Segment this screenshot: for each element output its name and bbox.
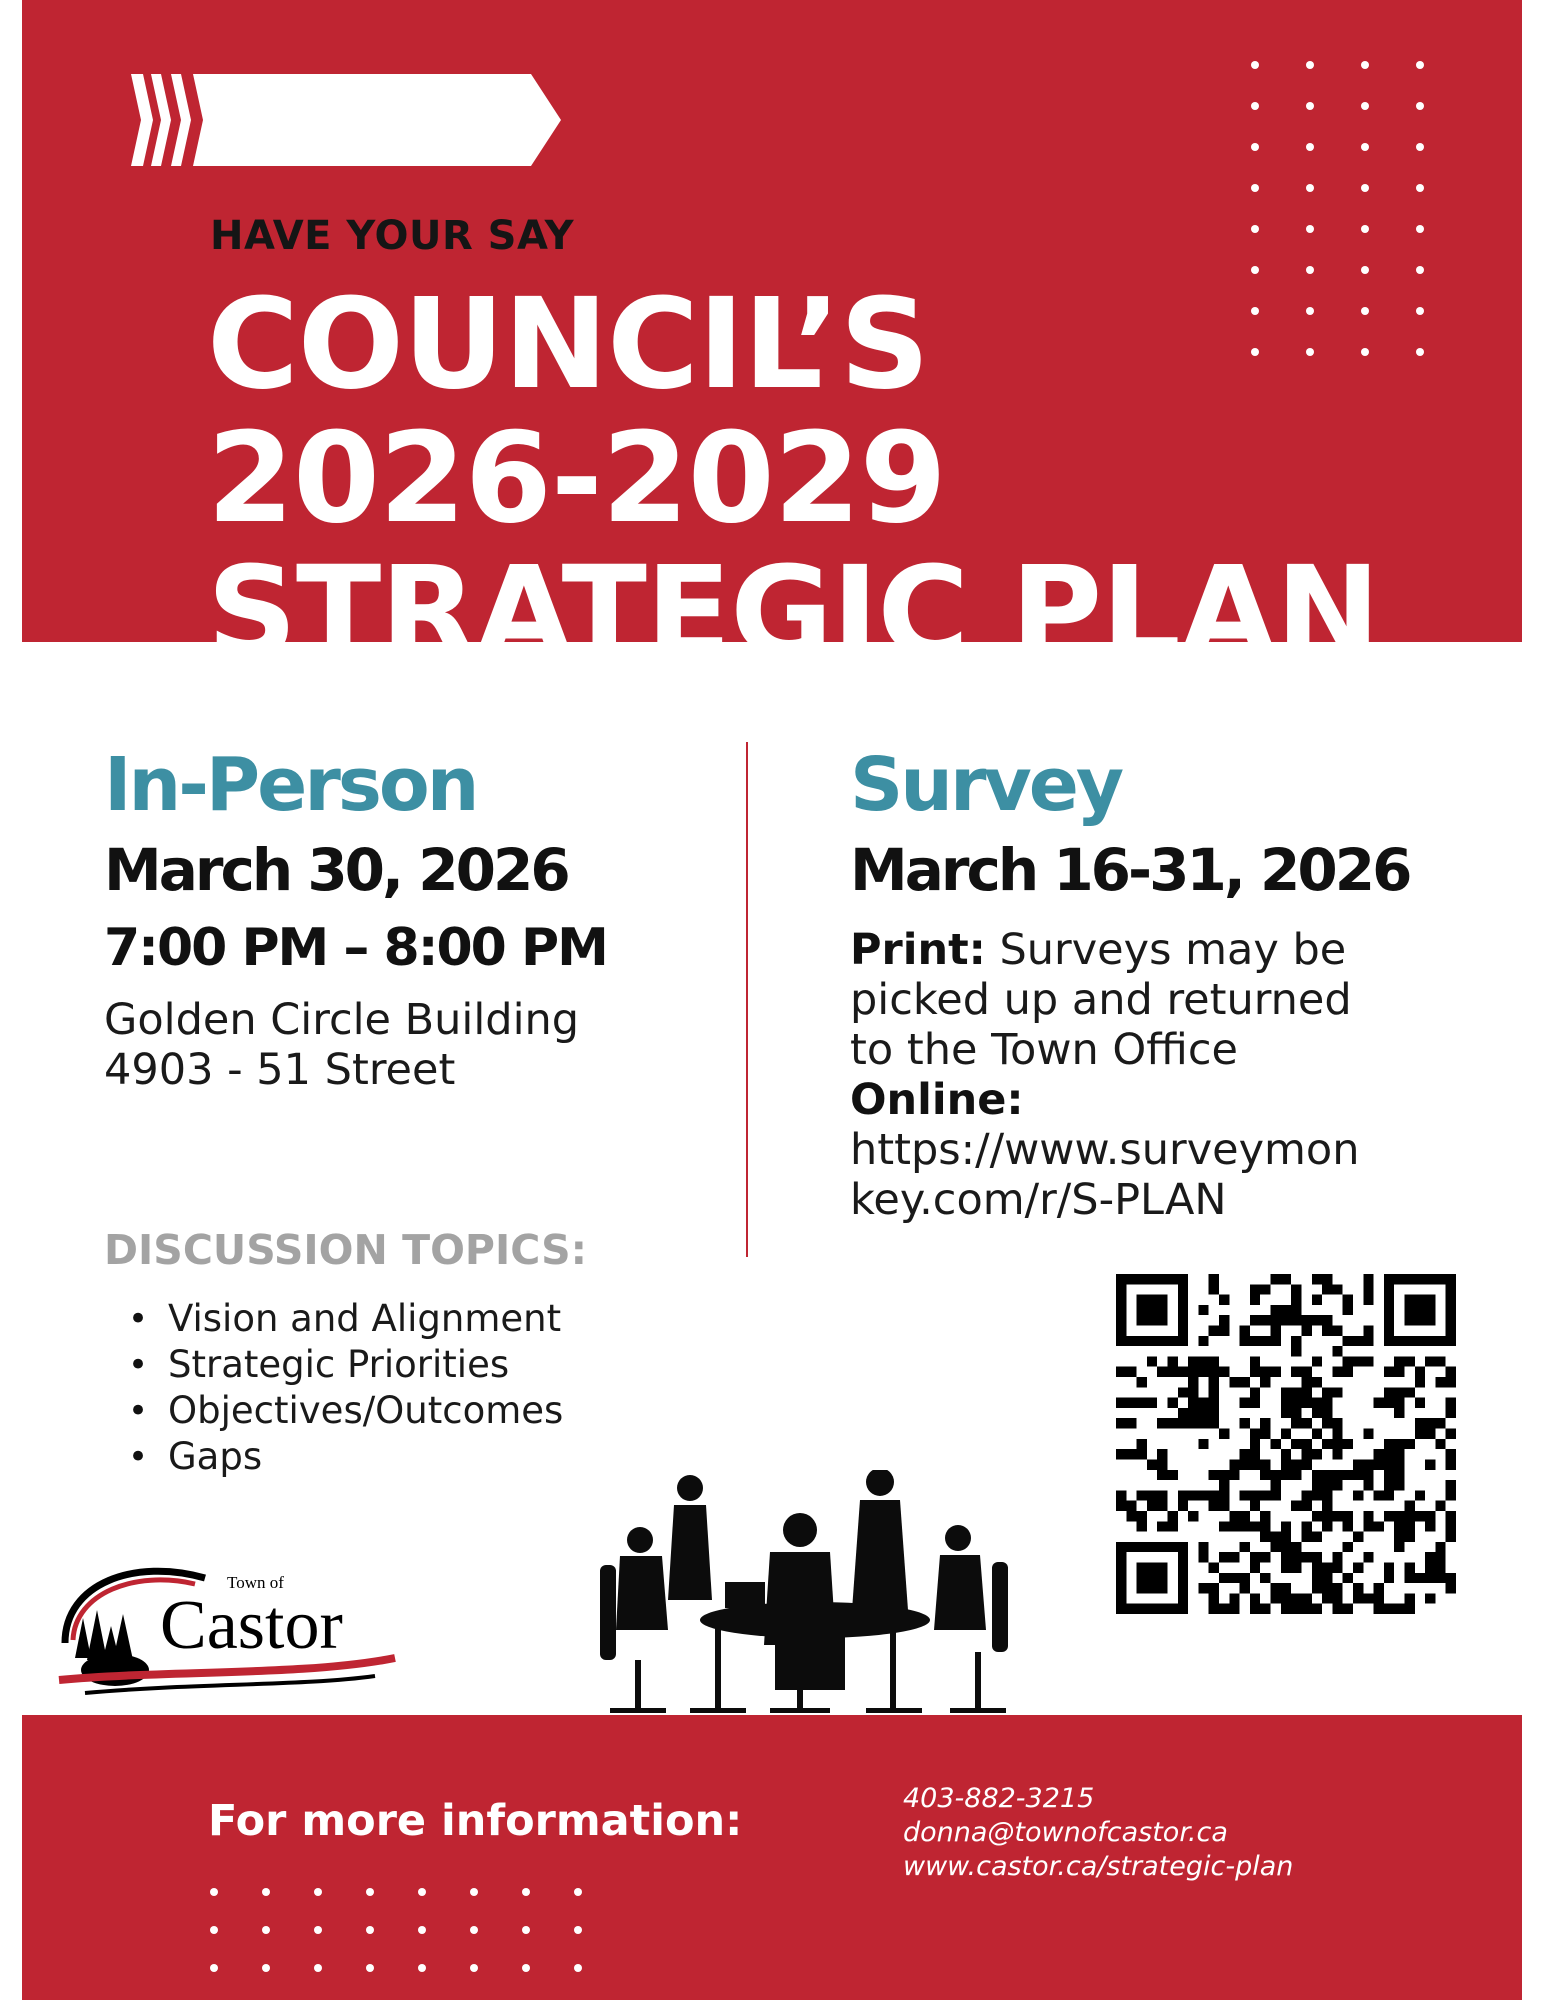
- logo-small-text: Town of: [227, 1573, 284, 1592]
- venue-line-1: Golden Circle Building: [104, 995, 580, 1045]
- print-line-3: to the Town Office: [850, 1025, 1238, 1075]
- list-item: • Gaps: [128, 1434, 563, 1480]
- list-item: • Vision and Alignment: [128, 1296, 563, 1342]
- survey-url-line-1[interactable]: https://www.surveymon: [850, 1125, 1360, 1175]
- town-logo: [45, 1548, 425, 1698]
- venue-line-2: 4903 - 51 Street: [104, 1045, 456, 1095]
- in-person-heading: In-Person: [104, 742, 477, 828]
- online-label: Online:: [850, 1075, 1024, 1125]
- print-line-1: [850, 925, 1360, 975]
- list-item: • Objectives/Outcomes: [128, 1388, 563, 1434]
- in-person-date: March 30, 2026: [104, 836, 568, 904]
- qr-code-icon[interactable]: [1116, 1274, 1456, 1614]
- discussion-topics-list: [128, 1296, 563, 1480]
- phone-link[interactable]: 403-882-3215: [903, 1783, 1095, 1814]
- dot-grid-decoration: [204, 1882, 604, 1992]
- kicker-text: HAVE YOUR SAY: [210, 213, 575, 259]
- arrow-tag-icon: [131, 74, 561, 166]
- survey-instructions: [850, 925, 1360, 1225]
- column-divider: [746, 742, 748, 1257]
- in-person-time: 7:00 PM – 8:00 PM: [104, 918, 607, 978]
- venue-address: [104, 995, 579, 1095]
- print-label: Print:: [850, 925, 986, 975]
- title-line-1: COUNCIL’S: [207, 272, 929, 417]
- survey-date: March 16-31, 2026: [850, 836, 1410, 904]
- title-line-2: 2026-2029: [207, 406, 946, 551]
- survey-heading: Survey: [850, 742, 1122, 828]
- contact-info: [903, 1782, 1293, 1884]
- list-item: • Strategic Priorities: [128, 1342, 563, 1388]
- email-link[interactable]: donna@townofcastor.ca: [903, 1817, 1228, 1848]
- title-line-3: STRATEGIC PLAN: [207, 540, 1380, 685]
- meeting-silhouette-icon: [590, 1470, 1040, 1750]
- print-text-1: Surveys may be: [985, 925, 1347, 975]
- page-title: [207, 272, 1380, 685]
- website-link[interactable]: www.castor.ca/strategic-plan: [903, 1851, 1294, 1882]
- print-line-2: picked up and returned: [850, 975, 1352, 1025]
- logo-name: Castor: [160, 1587, 343, 1664]
- survey-url-line-2[interactable]: key.com/r/S-PLAN: [850, 1175, 1227, 1225]
- discussion-topics-heading: DISCUSSION TOPICS:: [104, 1226, 588, 1274]
- more-info-label: For more information:: [208, 1796, 743, 1846]
